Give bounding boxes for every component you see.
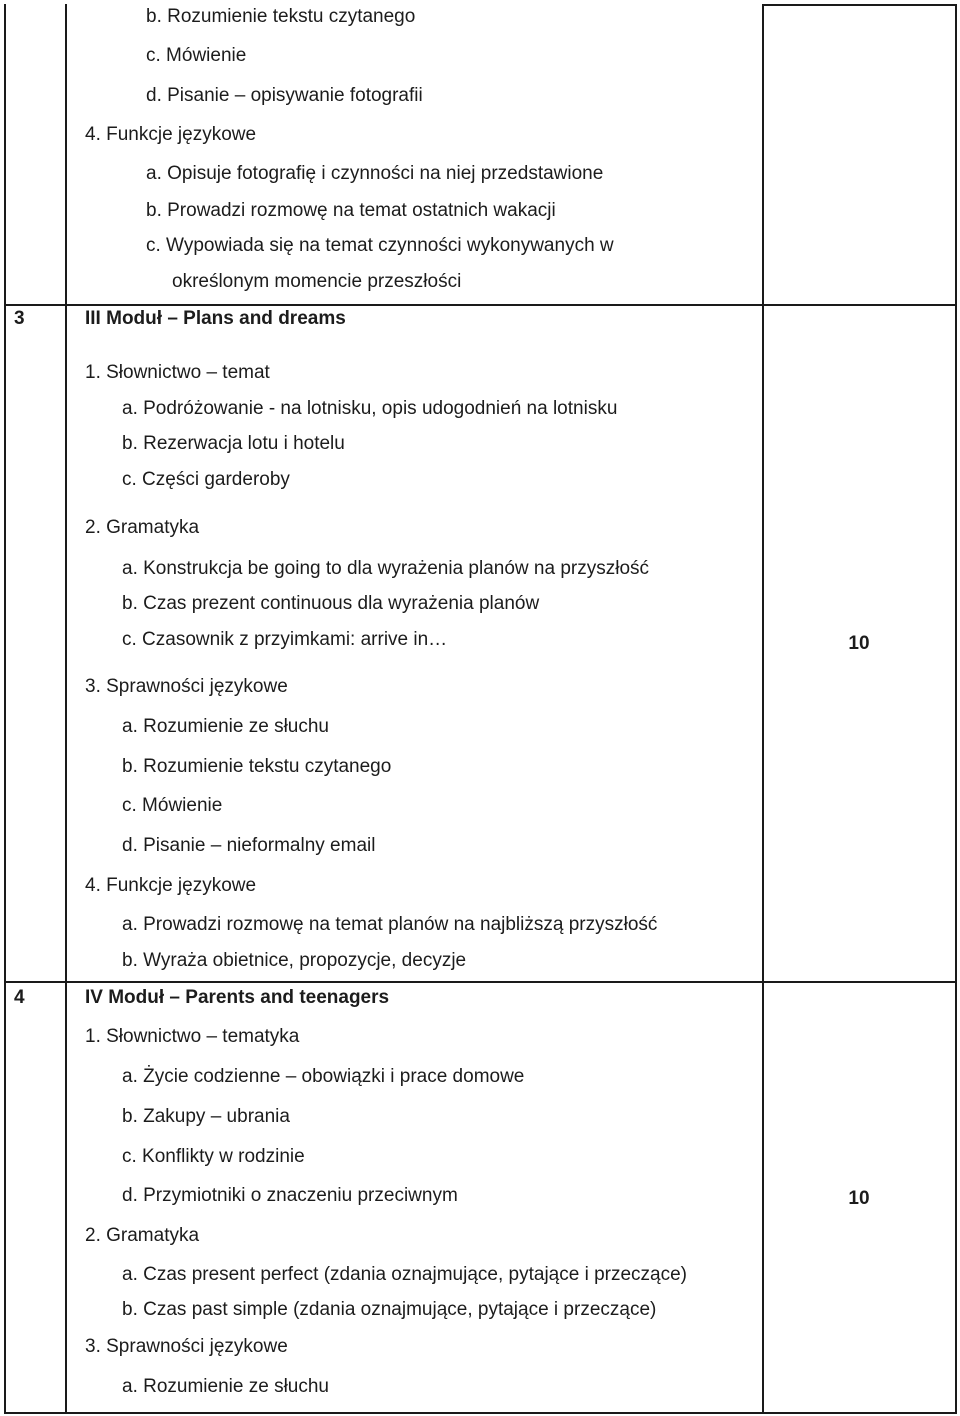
list-item: b. Czas past simple (zdania oznajmujące, pytające i przeczące) (122, 1299, 657, 1320)
list-item: b. Czas prezent continuous dla wyrażenia planów (122, 593, 540, 614)
list-item: b. Rozumienie tekstu czytanego (146, 6, 416, 27)
list-item-continuation: określonym momencie przeszłości (172, 271, 462, 292)
list-item: d. Pisanie – opisywanie fotografii (146, 85, 423, 106)
list-item: c. Wypowiada się na temat czynności wykonywanych w (146, 235, 614, 256)
list-item: a. Rozumienie ze słuchu (122, 1376, 329, 1397)
list-item: a. Konstrukcja be going to dla wyrażenia planów na przyszłość (122, 558, 650, 579)
list-item: b. Rozumienie tekstu czytanego (122, 756, 392, 777)
table-border-bottom (4, 1412, 957, 1414)
row-separator-3 (4, 304, 957, 306)
list-item: c. Mówienie (122, 795, 223, 816)
list-item: a. Podróżowanie - na lotnisku, opis udogodnień na lotnisku (122, 398, 618, 419)
module-title: III Moduł – Plans and dreams (85, 308, 346, 329)
list-heading: 3. Sprawności językowe (85, 1336, 288, 1357)
list-item: a. Rozumienie ze słuchu (122, 716, 329, 737)
list-heading: 2. Gramatyka (85, 517, 200, 538)
list-item: c. Czasownik z przyimkami: arrive in… (122, 629, 448, 650)
list-item: c. Mówienie (146, 45, 247, 66)
list-heading: 4. Funkcje językowe (85, 875, 257, 896)
list-item: b. Prowadzi rozmowę na temat ostatnich wakacji (146, 200, 556, 221)
row-separator-4 (4, 981, 957, 983)
table-border-top (762, 4, 957, 6)
list-item: a. Czas present perfect (zdania oznajmujące, pytające i przeczące) (122, 1264, 687, 1285)
list-item: a. Życie codzienne – obowiązki i prace domowe (122, 1066, 525, 1087)
list-heading: 3. Sprawności językowe (85, 676, 288, 697)
list-item: d. Pisanie – nieformalny email (122, 835, 376, 856)
list-item: d. Przymiotniki o znaczeniu przeciwnym (122, 1185, 458, 1206)
list-heading: 4. Funkcje językowe (85, 124, 257, 145)
hours-value: 10 (848, 1188, 870, 1209)
list-heading: 1. Słownictwo – temat (85, 362, 270, 383)
list-item: b. Zakupy – ubrania (122, 1106, 290, 1127)
list-heading: 2. Gramatyka (85, 1225, 200, 1246)
list-item: a. Opisuje fotografię i czynności na niej przedstawione (146, 163, 604, 184)
row-number: 4 (14, 987, 25, 1008)
list-heading: 1. Słownictwo – tematyka (85, 1026, 300, 1047)
table-divider-number (65, 4, 67, 1414)
table-border-left (4, 4, 6, 1414)
hours-value: 10 (848, 633, 870, 654)
module-title: IV Moduł – Parents and teenagers (85, 987, 390, 1008)
list-item: b. Rezerwacja lotu i hotelu (122, 433, 345, 454)
row-number: 3 (14, 308, 25, 329)
list-item: a. Prowadzi rozmowę na temat planów na najbliższą przyszłość (122, 914, 658, 935)
list-item: c. Części garderoby (122, 469, 290, 490)
list-item: b. Wyraża obietnice, propozycje, decyzje (122, 950, 467, 971)
list-item: c. Konflikty w rodzinie (122, 1146, 305, 1167)
